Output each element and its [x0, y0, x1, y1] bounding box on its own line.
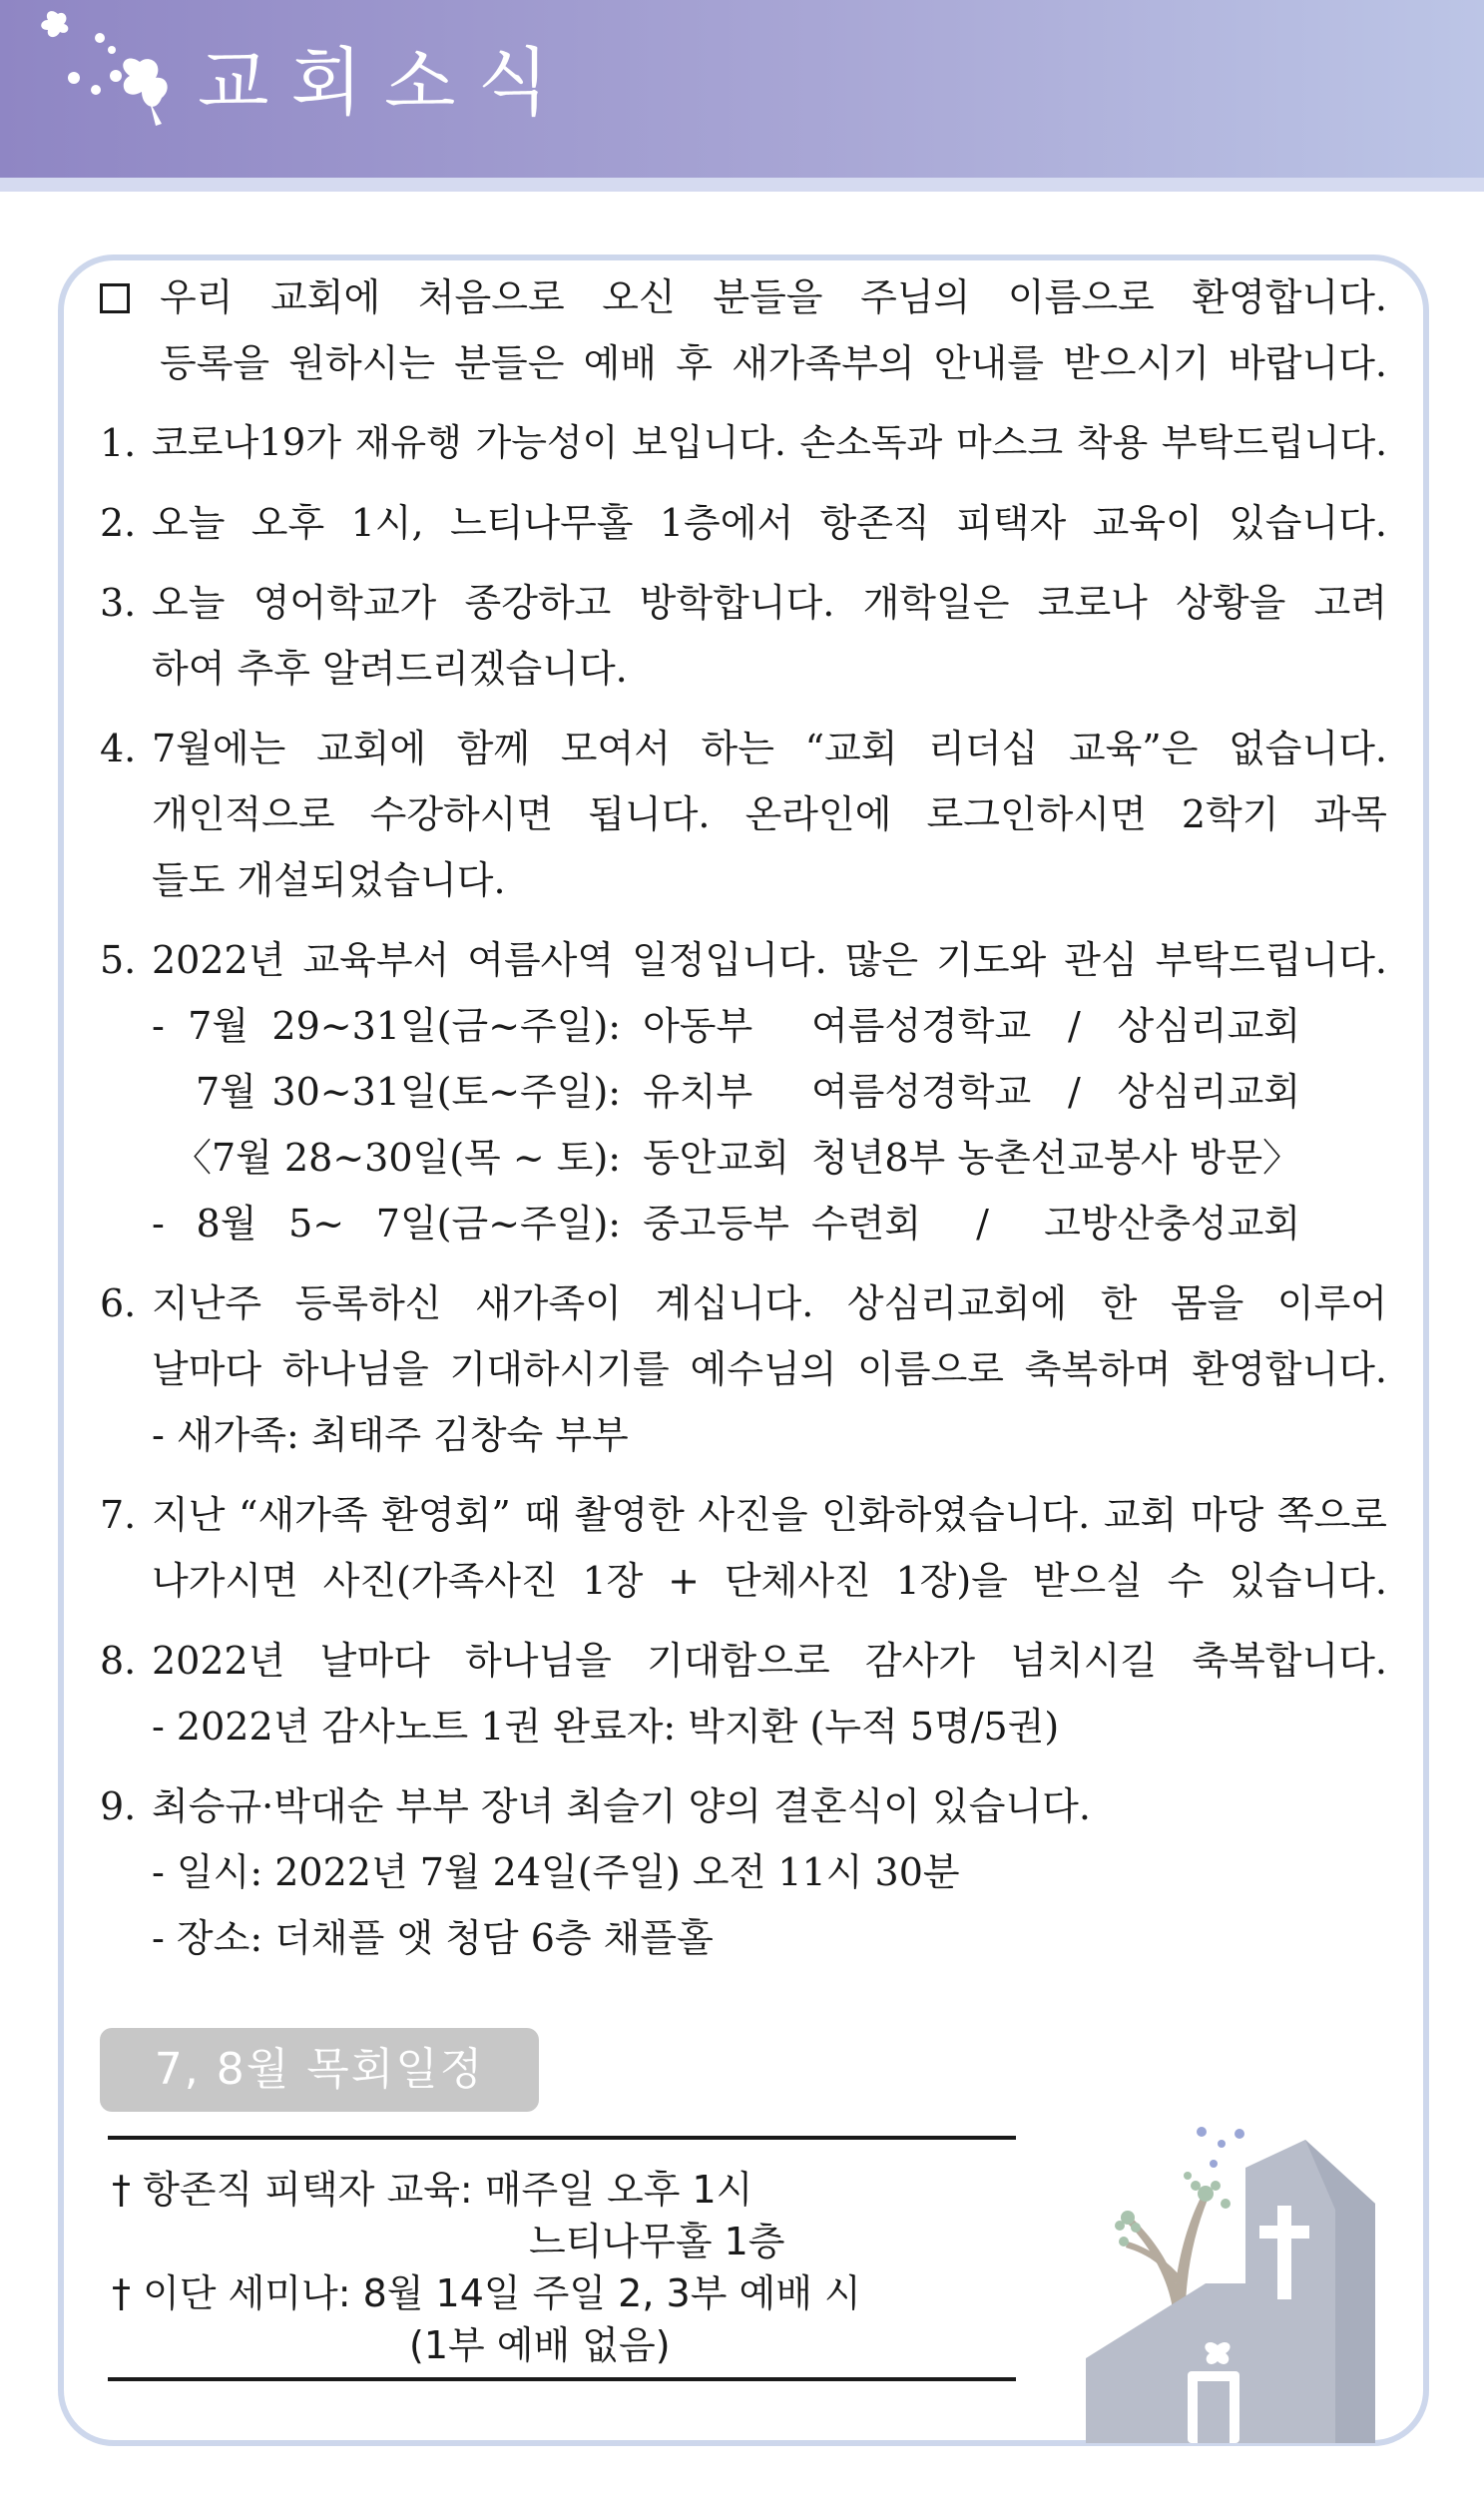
schedule-date: - 7월 29~31일(금~주일): [152, 1004, 622, 1048]
divider-top [108, 2136, 1016, 2140]
meeting-line: (1부 예배 없음) [409, 2323, 671, 2367]
church-tree-icon [1076, 2114, 1395, 2443]
news-number: 8. [100, 1639, 137, 1683]
news-item [100, 1482, 1387, 1614]
news-line: - 일시: 2022년 7월 24일(주일) 오전 11시 30분 [152, 1850, 960, 1894]
news-item [100, 1270, 1387, 1468]
news-line: 코로나19가 재유행 가능성이 보입니다. 손소독과 마스크 착용 부탁드립니다. [152, 421, 1387, 464]
news-line: 지난주 등록하신 새가족이 계십니다. 상심리교회에 한 몸을 이루어 [152, 1281, 1387, 1325]
news-item [100, 1628, 1387, 1759]
header-strip [0, 178, 1484, 192]
news-number: 6. [100, 1281, 137, 1325]
schedule-badge: 7, 8월 목회일정 [100, 2028, 539, 2112]
schedule-date: - 8월 5~ 7일(금~주일): [152, 1202, 622, 1246]
news-line: - 장소: 더채플 앳 청담 6층 채플홀 [152, 1916, 714, 1960]
schedule-date: 〈7월 28~30일(목 ~ 토): [174, 1136, 622, 1180]
schedule-date: 7월 30~31일(토~주일): [196, 1070, 622, 1114]
schedule-place: 여름성경학교 / 상심리교회 [810, 1004, 1301, 1048]
news-line: 7월에는 교회에 함께 모여서 하는 “교회 리더십 교육”은 없습니다. [152, 727, 1387, 770]
schedule-place: 여름성경학교 / 상심리교회 [810, 1070, 1301, 1114]
news-line: 개인적으로 수강하시면 됩니다. 온라인에 로그인하시면 2학기 과목 [152, 792, 1387, 836]
butterfly-deco-icon [30, 6, 205, 136]
schedule-place: 수련회 / 고방산충성교회 [810, 1202, 1301, 1246]
news-number: 7. [100, 1493, 137, 1537]
schedule-dept: 아동부 [643, 1004, 753, 1048]
news-line: 하여 추후 알려드리겠습니다. [152, 647, 628, 691]
news-item [100, 927, 1387, 1256]
news-line: 2022년 날마다 하나님을 기대함으로 감사가 넘치시길 축복합니다. [152, 1639, 1387, 1683]
news-line: 나가시면 사진(가족사진 1장 + 단체사진 1장)을 받으실 수 있습니다. [152, 1559, 1387, 1603]
schedule-dept: 유치부 [643, 1070, 753, 1114]
meeting-line: 느티나무홀 1층 [529, 2220, 785, 2263]
schedule-dept: 동안교회 [643, 1136, 789, 1180]
checkbox-icon [100, 283, 130, 313]
news-line: 최승규·박대순 부부 장녀 최슬기 양의 결혼식이 있습니다. [152, 1784, 1091, 1828]
news-item [100, 1773, 1387, 1971]
meeting-schedule [112, 2164, 1010, 2371]
news-line: 지난 “새가족 환영회” 때 촬영한 사진을 인화하였습니다. 교회 마당 쪽으로 [152, 1493, 1387, 1537]
news-item [100, 570, 1387, 702]
summer-schedule [152, 993, 1387, 1256]
news-line: 오늘 오후 1시, 느티나무홀 1층에서 항존직 피택자 교육이 있습니다. [152, 501, 1387, 545]
news-number: 3. [100, 581, 137, 625]
divider-bottom [108, 2377, 1016, 2381]
news-number: 9. [100, 1784, 137, 1828]
meeting-line: † 항존직 피택자 교육: 매주일 오후 1시 [112, 2168, 753, 2212]
page-title: 교회소식 [198, 40, 571, 126]
news-list [100, 264, 1387, 1971]
news-number: 5. [100, 938, 137, 982]
news-line: 날마다 하나님을 기대하시기를 예수님의 이름으로 축복하며 환영합니다. [152, 1347, 1387, 1391]
news-number: 4. [100, 727, 137, 770]
schedule-place: 청년8부 농촌선교봉사 방문〉 [810, 1136, 1301, 1180]
news-line: - 새가족: 최태주 김창숙 부부 [152, 1413, 629, 1457]
intro-line: 우리 교회에 처음으로 오신 분들을 주님의 이름으로 환영합니다. [160, 275, 1387, 319]
header-banner [0, 0, 1484, 178]
news-line: 오늘 영어학교가 종강하고 방학합니다. 개학일은 코로나 상황을 고려 [152, 581, 1387, 625]
news-number: 2. [100, 501, 137, 545]
news-line: 2022년 교육부서 여름사역 일정입니다. 많은 기도와 관심 부탁드립니다. [152, 938, 1387, 982]
news-item [100, 716, 1387, 913]
news-line: 들도 개설되었습니다. [152, 858, 506, 902]
intro-block [100, 264, 1387, 396]
schedule-dept: 중고등부 [643, 1202, 789, 1246]
news-item [100, 490, 1387, 556]
news-number: 1. [100, 421, 137, 465]
meeting-line: † 이단 세미나: 8월 14일 주일 2, 3부 예배 시 [112, 2271, 861, 2315]
news-item [100, 410, 1387, 476]
intro-line: 등록을 원하시는 분들은 예배 후 새가족부의 안내를 받으시기 바랍니다. [160, 341, 1387, 385]
news-line: - 2022년 감사노트 1권 완료자: 박지환 (누적 5명/5권) [152, 1705, 1060, 1749]
